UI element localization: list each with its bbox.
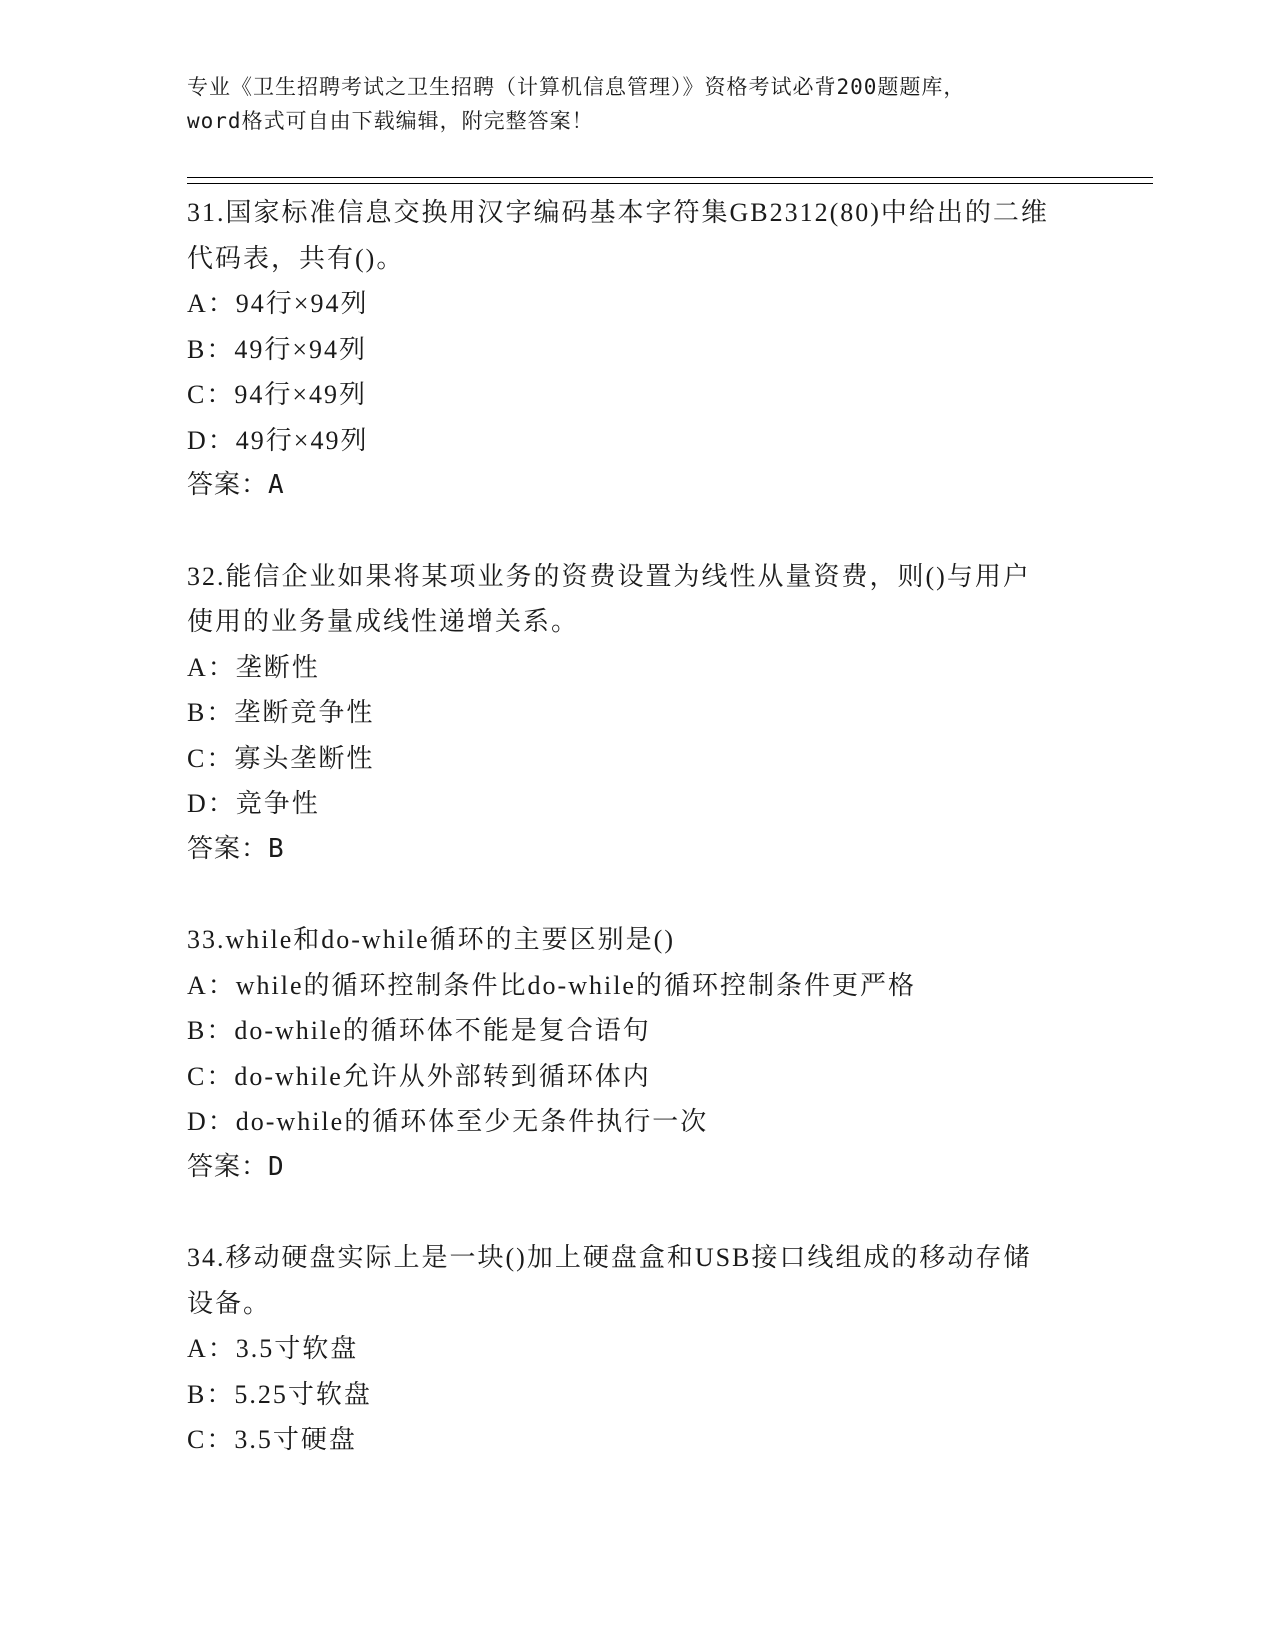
- question-31: [187, 190, 1087, 509]
- document-header: [187, 70, 1087, 138]
- option-c: C：寡头垄断性: [187, 743, 375, 773]
- option-c: C：do-while允许从外部转到循环体内: [187, 1061, 651, 1091]
- question-32: [187, 554, 1087, 873]
- option-d: D：竞争性: [187, 789, 320, 818]
- option-b: B：do-while的循环体不能是复合语句: [187, 1016, 651, 1045]
- header-divider-bottom: [187, 183, 1153, 184]
- option-a: A：垄断性: [187, 652, 320, 682]
- option-d: D：49行×49列: [187, 425, 369, 455]
- question-list: [187, 190, 1087, 1463]
- option-a: A：while的循环控制条件比do-while的循环控制条件更严格: [187, 970, 916, 1000]
- header-line-1: 专业《卫生招聘考试之卫生招聘（计算机信息管理）》资格考试必背200题题库，: [187, 75, 966, 99]
- option-b: B：49行×94列: [187, 334, 368, 364]
- header-divider-top: [187, 177, 1153, 178]
- question-stem-line: 代码表，共有()。: [187, 243, 405, 273]
- question-33: [187, 917, 1087, 1190]
- option-d: D：do-while的循环体至少无条件执行一次: [187, 1107, 709, 1136]
- question-stem-line: 31.国家标准信息交换用汉字编码基本字符集GB2312(80)中给出的二维: [187, 198, 1049, 227]
- option-a: A：3.5寸软盘: [187, 1334, 359, 1363]
- answer-line: 答案：A: [187, 470, 285, 500]
- option-b: B：垄断竞争性: [187, 698, 375, 727]
- question-stem-line: 使用的业务量成线性递增关系。: [187, 607, 580, 636]
- question-stem-line: 34.移动硬盘实际上是一块()加上硬盘盒和USB接口线组成的移动存储: [187, 1243, 1032, 1272]
- option-c: C：3.5寸硬盘: [187, 1425, 357, 1454]
- header-line-2: word格式可自由下载编辑，附完整答案！: [187, 109, 594, 133]
- question-stem-line: 设备。: [187, 1288, 272, 1318]
- answer-line: 答案：D: [187, 1151, 285, 1182]
- option-a: A：94行×94列: [187, 289, 369, 318]
- question-34: [187, 1235, 1087, 1463]
- answer-line: 答案：B: [187, 833, 285, 864]
- question-stem-line: 32.能信企业如果将某项业务的资费设置为线性从量资费，则()与用户: [187, 561, 1031, 591]
- question-stem-line: 33.while和do-while循环的主要区别是(): [187, 925, 676, 954]
- option-b: B：5.25寸软盘: [187, 1379, 372, 1409]
- option-c: C：94行×49列: [187, 380, 368, 409]
